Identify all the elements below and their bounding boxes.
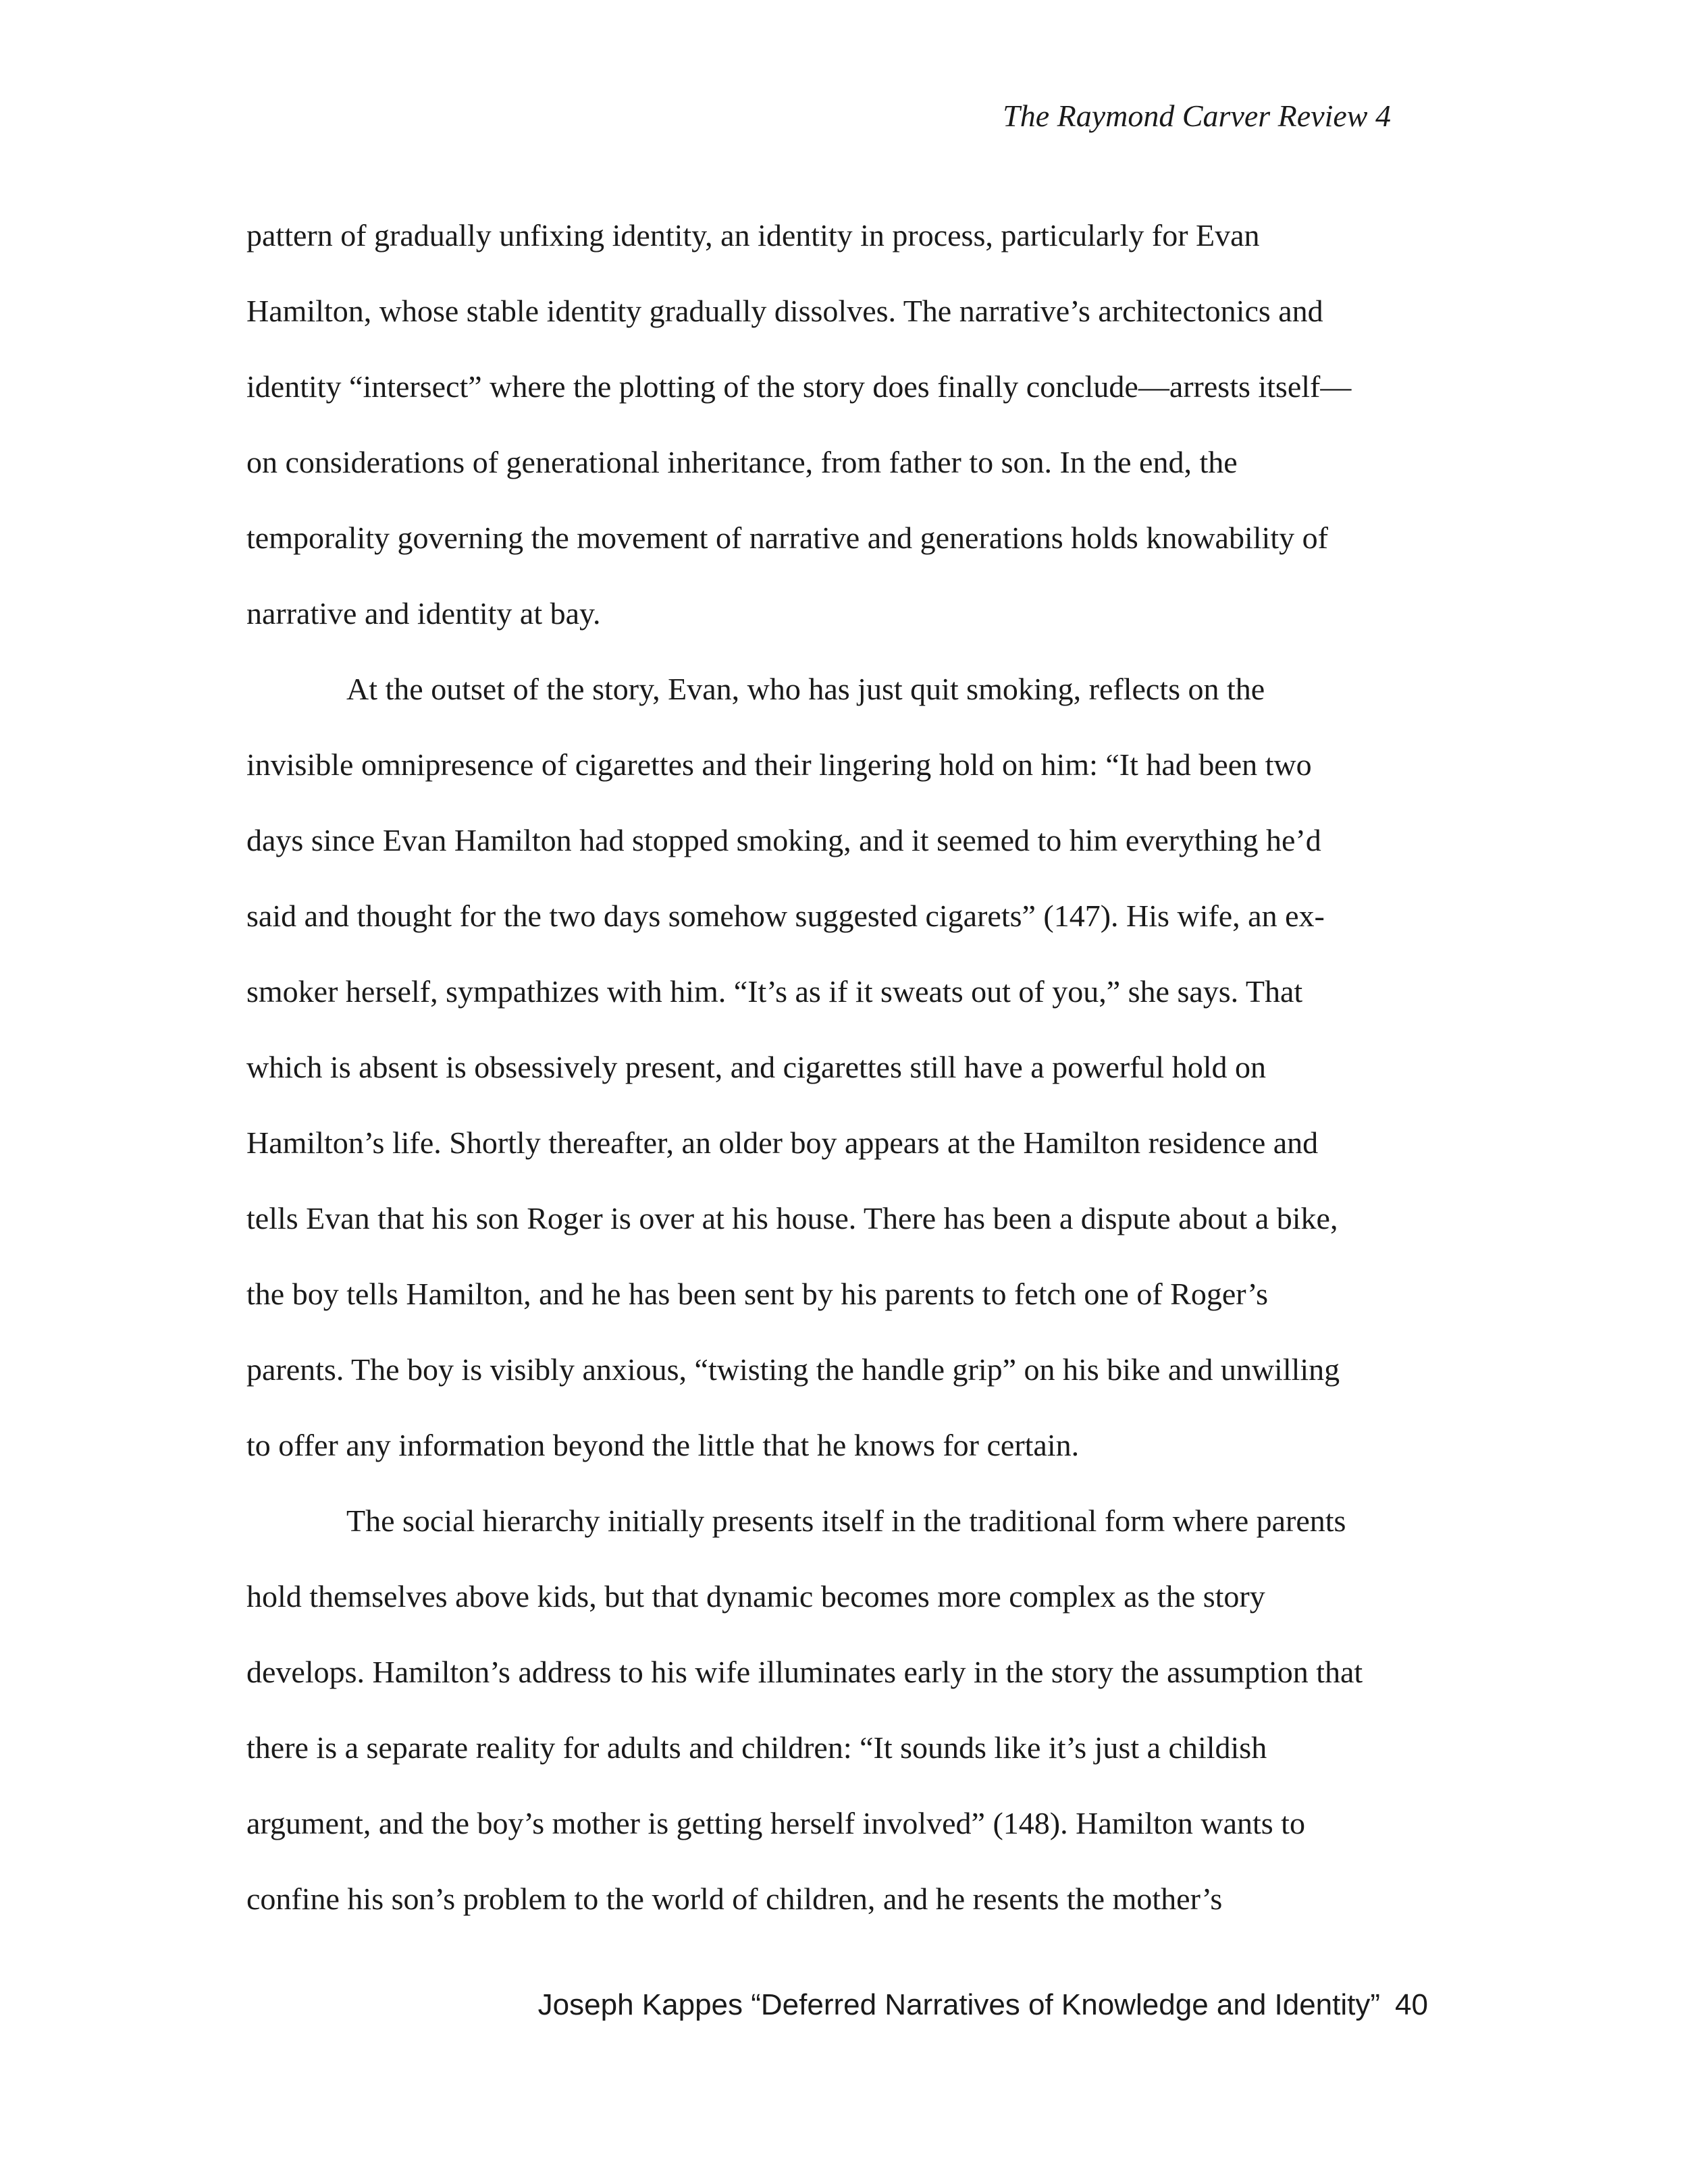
text-line: pattern of gradually unfixing identity, an identity in process, particularly for Evan: [246, 218, 1260, 252]
text-line: argument, and the boy’s mother is getting herself involved” (148). Hamilton wants to: [246, 1806, 1305, 1840]
text-line: said and thought for the two days somehow suggested cigarets” (147). His wife, an ex-: [246, 899, 1325, 933]
body-text: [246, 198, 1435, 1937]
text-line: identity “intersect” where the plotting of the story does finally conclude—arrests itself—: [246, 369, 1352, 404]
text-line: develops. Hamilton’s address to his wife illuminates early in the story the assumption that: [246, 1655, 1363, 1689]
text-line: hold themselves above kids, but that dynamic becomes more complex as the story: [246, 1579, 1265, 1614]
text-line: smoker herself, sympathizes with him. “It’s as if it sweats out of you,” she says. That: [246, 974, 1303, 1009]
text-line: days since Evan Hamilton had stopped smoking, and it seemed to him everything he’d: [246, 823, 1321, 857]
text-line: temporality governing the movement of narrative and generations holds knowability of: [246, 521, 1328, 555]
text-line: on considerations of generational inheritance, from father to son. In the end, the: [246, 445, 1238, 479]
page-number: 40: [1395, 1988, 1428, 2021]
footer-article-info: Joseph Kappes “Deferred Narratives of Knowledge and Identity”: [537, 1988, 1381, 2021]
text-line: Hamilton, whose stable identity gradually dissolves. The narrative’s architectonics and: [246, 294, 1323, 328]
text-line: invisible omnipresence of cigarettes and their lingering hold on him: “It had been two: [246, 747, 1312, 782]
text-line: narrative and identity at bay.: [246, 596, 601, 631]
text-line: tells Evan that his son Roger is over at his house. There has been a dispute about a bike,: [246, 1201, 1338, 1235]
paragraph-start-line: At the outset of the story, Evan, who has just quit smoking, reflects on the: [346, 672, 1265, 706]
text-line: parents. The boy is visibly anxious, “twisting the handle grip” on his bike and unwilling: [246, 1352, 1340, 1387]
page-footer: [538, 1985, 1428, 2025]
text-line: confine his son’s problem to the world of children, and he resents the mother’s: [246, 1882, 1223, 1916]
text-line: which is absent is obsessively present, and cigarettes still have a powerful hold on: [246, 1050, 1266, 1084]
text-line: Hamilton’s life. Shortly thereafter, an older boy appears at the Hamilton residence and: [246, 1125, 1319, 1160]
running-head: The Raymond Carver Review 4: [1003, 99, 1391, 133]
paragraph-start-line: The social hierarchy initially presents itself in the traditional form where parents: [346, 1503, 1346, 1538]
text-line: the boy tells Hamilton, and he has been sent by his parents to fetch one of Roger’s: [246, 1277, 1268, 1311]
text-line: there is a separate reality for adults and children: “It sounds like it’s just a childish: [246, 1730, 1267, 1765]
text-line: to offer any information beyond the little that he knows for certain.: [246, 1428, 1080, 1462]
